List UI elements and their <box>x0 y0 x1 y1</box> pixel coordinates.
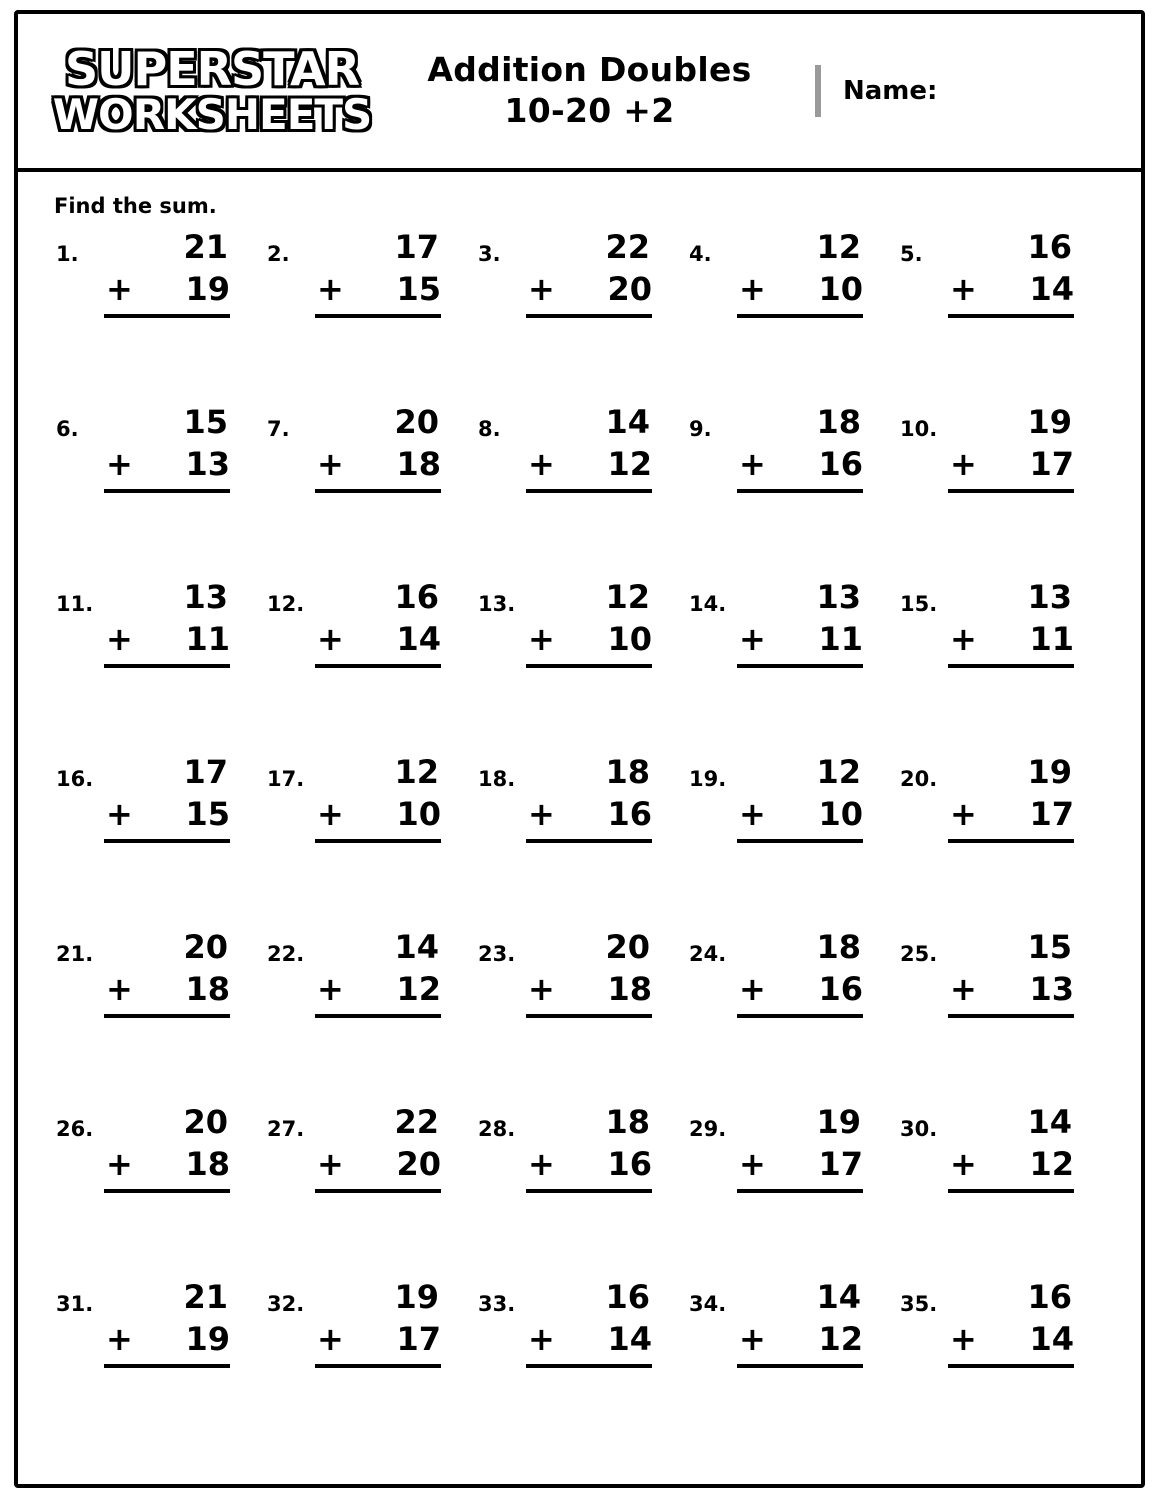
addend-top: 12 <box>394 753 439 791</box>
addend-bottom: 18 <box>607 970 652 1008</box>
instruction-text: Find the sum. <box>54 194 217 218</box>
problem-number: 7. <box>267 417 290 441</box>
answer-rule <box>104 489 230 493</box>
problem-item <box>263 401 474 576</box>
answer-rule <box>737 489 863 493</box>
problem-item <box>474 401 685 576</box>
name-label: Name: <box>843 76 938 106</box>
problem-stack <box>737 1276 869 1368</box>
addend-row-bottom <box>948 443 1080 485</box>
addend-bottom: 12 <box>1029 1145 1074 1183</box>
plus-operator: + <box>317 1320 344 1358</box>
plus-operator: + <box>950 620 977 658</box>
answer-rule <box>315 664 441 668</box>
problem-number: 34. <box>689 1292 727 1316</box>
addend-row-bottom <box>948 793 1080 835</box>
answer-rule <box>104 664 230 668</box>
problem-item <box>685 926 896 1101</box>
problem-stack <box>737 751 869 843</box>
addend-top: 14 <box>605 403 650 441</box>
problem-stack <box>104 1101 236 1193</box>
answer-rule <box>737 839 863 843</box>
addend-bottom: 16 <box>818 445 863 483</box>
answer-rule <box>104 839 230 843</box>
problem-number: 32. <box>267 1292 305 1316</box>
name-field-area <box>811 65 1141 117</box>
plus-operator: + <box>106 795 133 833</box>
plus-operator: + <box>528 970 555 1008</box>
plus-operator: + <box>528 620 555 658</box>
problem-stack <box>315 401 447 493</box>
addend-row-bottom <box>526 268 658 310</box>
problem-number: 15. <box>900 592 938 616</box>
answer-rule <box>315 1189 441 1193</box>
addend-row-bottom <box>737 443 869 485</box>
addend-top: 18 <box>605 753 650 791</box>
addend-row-bottom <box>104 1318 236 1360</box>
answer-rule <box>526 664 652 668</box>
answer-rule <box>104 1364 230 1368</box>
addend-top: 20 <box>394 403 439 441</box>
addend-top: 13 <box>183 578 228 616</box>
problem-stack <box>104 926 236 1018</box>
addend-bottom: 16 <box>818 970 863 1008</box>
plus-operator: + <box>739 1145 766 1183</box>
problem-stack <box>948 401 1080 493</box>
problem-item <box>896 226 1107 401</box>
problems-grid <box>52 226 1107 1451</box>
answer-rule <box>948 1364 1074 1368</box>
plus-operator: + <box>317 620 344 658</box>
addend-bottom: 12 <box>396 970 441 1008</box>
problem-number: 26. <box>56 1117 94 1141</box>
addend-bottom: 15 <box>396 270 441 308</box>
problem-stack <box>104 751 236 843</box>
answer-rule <box>104 314 230 318</box>
addend-bottom: 20 <box>607 270 652 308</box>
addend-top: 20 <box>183 1103 228 1141</box>
addend-top: 21 <box>183 228 228 266</box>
addend-top: 18 <box>605 1103 650 1141</box>
problem-item <box>474 926 685 1101</box>
addend-bottom: 18 <box>185 970 230 1008</box>
addend-top: 13 <box>816 578 861 616</box>
problem-item <box>685 226 896 401</box>
addend-bottom: 18 <box>396 445 441 483</box>
problem-number: 21. <box>56 942 94 966</box>
problem-item <box>52 576 263 751</box>
addend-bottom: 10 <box>818 795 863 833</box>
answer-rule <box>526 489 652 493</box>
problem-stack <box>526 751 658 843</box>
problem-number: 18. <box>478 767 516 791</box>
plus-operator: + <box>317 795 344 833</box>
addend-top: 19 <box>816 1103 861 1141</box>
answer-rule <box>315 839 441 843</box>
addend-row-bottom <box>315 618 447 660</box>
problem-number: 9. <box>689 417 712 441</box>
problem-number: 29. <box>689 1117 727 1141</box>
answer-rule <box>526 1014 652 1018</box>
addend-bottom: 15 <box>185 795 230 833</box>
problem-stack <box>104 576 236 668</box>
problem-number: 20. <box>900 767 938 791</box>
worksheet-title <box>388 50 811 132</box>
plus-operator: + <box>739 1320 766 1358</box>
problem-item <box>474 226 685 401</box>
answer-rule <box>948 664 1074 668</box>
problem-stack <box>526 226 658 318</box>
addend-top: 22 <box>605 228 650 266</box>
addend-row-bottom <box>948 268 1080 310</box>
problem-number: 23. <box>478 942 516 966</box>
addend-bottom: 14 <box>1029 1320 1074 1358</box>
answer-rule <box>948 839 1074 843</box>
problem-stack <box>315 226 447 318</box>
addend-bottom: 17 <box>396 1320 441 1358</box>
problem-number: 30. <box>900 1117 938 1141</box>
problem-stack <box>526 1276 658 1368</box>
worksheet-border <box>14 10 1145 1488</box>
addend-top: 12 <box>605 578 650 616</box>
plus-operator: + <box>106 620 133 658</box>
addend-bottom: 12 <box>818 1320 863 1358</box>
addend-row-bottom <box>526 618 658 660</box>
problem-number: 35. <box>900 1292 938 1316</box>
problem-item <box>685 401 896 576</box>
answer-rule <box>104 1014 230 1018</box>
plus-operator: + <box>739 270 766 308</box>
plus-operator: + <box>739 795 766 833</box>
plus-operator: + <box>950 795 977 833</box>
plus-operator: + <box>528 1145 555 1183</box>
addend-bottom: 17 <box>1029 795 1074 833</box>
problem-stack <box>315 751 447 843</box>
problem-item <box>263 1276 474 1451</box>
addend-row-bottom <box>737 268 869 310</box>
title-line-2: 10-20 +2 <box>504 91 675 130</box>
problem-stack <box>526 576 658 668</box>
addend-top: 16 <box>1027 228 1072 266</box>
addend-top: 12 <box>816 228 861 266</box>
vertical-divider <box>815 65 821 117</box>
addend-top: 18 <box>816 403 861 441</box>
problem-item <box>52 1276 263 1451</box>
addend-bottom: 19 <box>185 270 230 308</box>
addend-row-bottom <box>948 968 1080 1010</box>
addend-top: 17 <box>183 753 228 791</box>
problem-item <box>896 401 1107 576</box>
addend-bottom: 14 <box>396 620 441 658</box>
answer-rule <box>948 1189 1074 1193</box>
problem-stack <box>737 926 869 1018</box>
addend-top: 15 <box>183 403 228 441</box>
addend-top: 16 <box>605 1278 650 1316</box>
addend-bottom: 18 <box>185 1145 230 1183</box>
problem-number: 28. <box>478 1117 516 1141</box>
brand-logo <box>18 42 388 139</box>
answer-rule <box>948 1014 1074 1018</box>
answer-rule <box>315 489 441 493</box>
addend-top: 17 <box>394 228 439 266</box>
problem-number: 24. <box>689 942 727 966</box>
addend-bottom: 16 <box>607 1145 652 1183</box>
addend-row-bottom <box>315 1143 447 1185</box>
plus-operator: + <box>106 270 133 308</box>
addend-top: 18 <box>816 928 861 966</box>
answer-rule <box>737 664 863 668</box>
addend-row-bottom <box>948 1318 1080 1360</box>
addend-top: 15 <box>1027 928 1072 966</box>
problem-number: 27. <box>267 1117 305 1141</box>
addend-row-bottom <box>315 793 447 835</box>
addend-row-bottom <box>104 1143 236 1185</box>
addend-row-bottom <box>315 443 447 485</box>
answer-rule <box>315 314 441 318</box>
problem-stack <box>315 1101 447 1193</box>
problem-item <box>896 1276 1107 1451</box>
plus-operator: + <box>106 970 133 1008</box>
problem-number: 8. <box>478 417 501 441</box>
problem-number: 5. <box>900 242 923 266</box>
addend-bottom: 10 <box>818 270 863 308</box>
addend-top: 14 <box>816 1278 861 1316</box>
addend-top: 21 <box>183 1278 228 1316</box>
problem-item <box>474 1276 685 1451</box>
addend-bottom: 13 <box>1029 970 1074 1008</box>
addend-bottom: 17 <box>818 1145 863 1183</box>
problem-stack <box>526 926 658 1018</box>
problem-stack <box>737 226 869 318</box>
problem-item <box>52 926 263 1101</box>
problem-item <box>52 751 263 926</box>
problem-stack <box>315 1276 447 1368</box>
problem-item <box>685 751 896 926</box>
answer-rule <box>737 1189 863 1193</box>
plus-operator: + <box>950 270 977 308</box>
problem-item <box>474 751 685 926</box>
plus-operator: + <box>106 445 133 483</box>
plus-operator: + <box>528 445 555 483</box>
plus-operator: + <box>528 795 555 833</box>
problem-number: 11. <box>56 592 94 616</box>
problem-item <box>52 1101 263 1276</box>
addend-row-bottom <box>104 443 236 485</box>
problem-stack <box>948 1101 1080 1193</box>
problem-number: 31. <box>56 1292 94 1316</box>
problem-item <box>896 1101 1107 1276</box>
brand-logo-line2: WORKSHEETS <box>52 90 372 139</box>
answer-rule <box>526 839 652 843</box>
plus-operator: + <box>106 1145 133 1183</box>
plus-operator: + <box>950 970 977 1008</box>
addend-row-bottom <box>526 968 658 1010</box>
addend-bottom: 19 <box>185 1320 230 1358</box>
answer-rule <box>526 1189 652 1193</box>
addend-bottom: 11 <box>818 620 863 658</box>
answer-rule <box>948 314 1074 318</box>
problem-stack <box>948 926 1080 1018</box>
problem-number: 3. <box>478 242 501 266</box>
answer-rule <box>737 314 863 318</box>
plus-operator: + <box>317 1145 344 1183</box>
problem-stack <box>737 401 869 493</box>
problem-stack <box>526 401 658 493</box>
addend-row-bottom <box>104 968 236 1010</box>
addend-top: 22 <box>394 1103 439 1141</box>
addend-row-bottom <box>104 268 236 310</box>
problem-number: 14. <box>689 592 727 616</box>
addend-bottom: 20 <box>396 1145 441 1183</box>
answer-rule <box>526 1364 652 1368</box>
answer-rule <box>737 1014 863 1018</box>
addend-row-bottom <box>526 1143 658 1185</box>
problem-stack <box>737 576 869 668</box>
answer-rule <box>526 314 652 318</box>
addend-top: 16 <box>394 578 439 616</box>
addend-bottom: 14 <box>1029 270 1074 308</box>
addend-top: 20 <box>605 928 650 966</box>
plus-operator: + <box>950 1145 977 1183</box>
problem-item <box>685 1101 896 1276</box>
problem-number: 10. <box>900 417 938 441</box>
problem-stack <box>526 1101 658 1193</box>
worksheet-header <box>18 14 1141 172</box>
addend-row-bottom <box>315 1318 447 1360</box>
problem-item <box>52 226 263 401</box>
problem-stack <box>948 751 1080 843</box>
addend-bottom: 14 <box>607 1320 652 1358</box>
addend-row-bottom <box>104 618 236 660</box>
problem-number: 4. <box>689 242 712 266</box>
problem-stack <box>948 576 1080 668</box>
problem-number: 19. <box>689 767 727 791</box>
problem-item <box>474 576 685 751</box>
addend-bottom: 17 <box>1029 445 1074 483</box>
problem-stack <box>104 401 236 493</box>
addend-row-bottom <box>948 618 1080 660</box>
problem-stack <box>315 926 447 1018</box>
addend-bottom: 11 <box>1029 620 1074 658</box>
addend-row-bottom <box>526 1318 658 1360</box>
problem-number: 1. <box>56 242 79 266</box>
problem-number: 6. <box>56 417 79 441</box>
problem-item <box>896 751 1107 926</box>
plus-operator: + <box>950 445 977 483</box>
addend-row-bottom <box>737 793 869 835</box>
title-line-1: Addition Doubles <box>427 50 752 90</box>
problem-number: 2. <box>267 242 290 266</box>
addend-top: 14 <box>394 928 439 966</box>
problem-number: 22. <box>267 942 305 966</box>
plus-operator: + <box>739 620 766 658</box>
addend-top: 19 <box>1027 753 1072 791</box>
addend-row-bottom <box>737 1318 869 1360</box>
addend-bottom: 10 <box>607 620 652 658</box>
plus-operator: + <box>317 970 344 1008</box>
plus-operator: + <box>950 1320 977 1358</box>
problem-number: 13. <box>478 592 516 616</box>
plus-operator: + <box>317 270 344 308</box>
answer-rule <box>737 1364 863 1368</box>
plus-operator: + <box>528 270 555 308</box>
problem-item <box>263 751 474 926</box>
addend-top: 19 <box>394 1278 439 1316</box>
worksheet-body <box>18 172 1141 1451</box>
addend-bottom: 10 <box>396 795 441 833</box>
addend-bottom: 11 <box>185 620 230 658</box>
problem-item <box>263 926 474 1101</box>
plus-operator: + <box>528 1320 555 1358</box>
answer-rule <box>315 1364 441 1368</box>
plus-operator: + <box>739 445 766 483</box>
addend-bottom: 13 <box>185 445 230 483</box>
brand-logo-line1: SUPERSTAR <box>65 42 359 96</box>
problem-item <box>896 926 1107 1101</box>
problem-item <box>263 576 474 751</box>
problem-item <box>896 576 1107 751</box>
problem-number: 25. <box>900 942 938 966</box>
addend-row-bottom <box>526 443 658 485</box>
addend-row-bottom <box>315 268 447 310</box>
addend-row-bottom <box>526 793 658 835</box>
problem-item <box>52 401 263 576</box>
problem-number: 12. <box>267 592 305 616</box>
addend-bottom: 16 <box>607 795 652 833</box>
addend-top: 20 <box>183 928 228 966</box>
problem-stack <box>737 1101 869 1193</box>
plus-operator: + <box>317 445 344 483</box>
problem-item <box>685 1276 896 1451</box>
problem-stack <box>315 576 447 668</box>
problem-item <box>263 226 474 401</box>
problem-number: 16. <box>56 767 94 791</box>
addend-row-bottom <box>737 618 869 660</box>
problem-stack <box>104 226 236 318</box>
answer-rule <box>104 1189 230 1193</box>
addend-row-bottom <box>737 968 869 1010</box>
addend-row-bottom <box>737 1143 869 1185</box>
answer-rule <box>315 1014 441 1018</box>
problem-number: 17. <box>267 767 305 791</box>
addend-row-bottom <box>948 1143 1080 1185</box>
addend-top: 13 <box>1027 578 1072 616</box>
problem-stack <box>948 226 1080 318</box>
addend-top: 19 <box>1027 403 1072 441</box>
problem-stack <box>104 1276 236 1368</box>
addend-top: 14 <box>1027 1103 1072 1141</box>
plus-operator: + <box>106 1320 133 1358</box>
plus-operator: + <box>739 970 766 1008</box>
answer-rule <box>948 489 1074 493</box>
addend-row-bottom <box>104 793 236 835</box>
problem-item <box>685 576 896 751</box>
problem-item <box>474 1101 685 1276</box>
addend-top: 12 <box>816 753 861 791</box>
problem-number: 33. <box>478 1292 516 1316</box>
problem-stack <box>948 1276 1080 1368</box>
problem-item <box>263 1101 474 1276</box>
addend-top: 16 <box>1027 1278 1072 1316</box>
addend-bottom: 12 <box>607 445 652 483</box>
addend-row-bottom <box>315 968 447 1010</box>
